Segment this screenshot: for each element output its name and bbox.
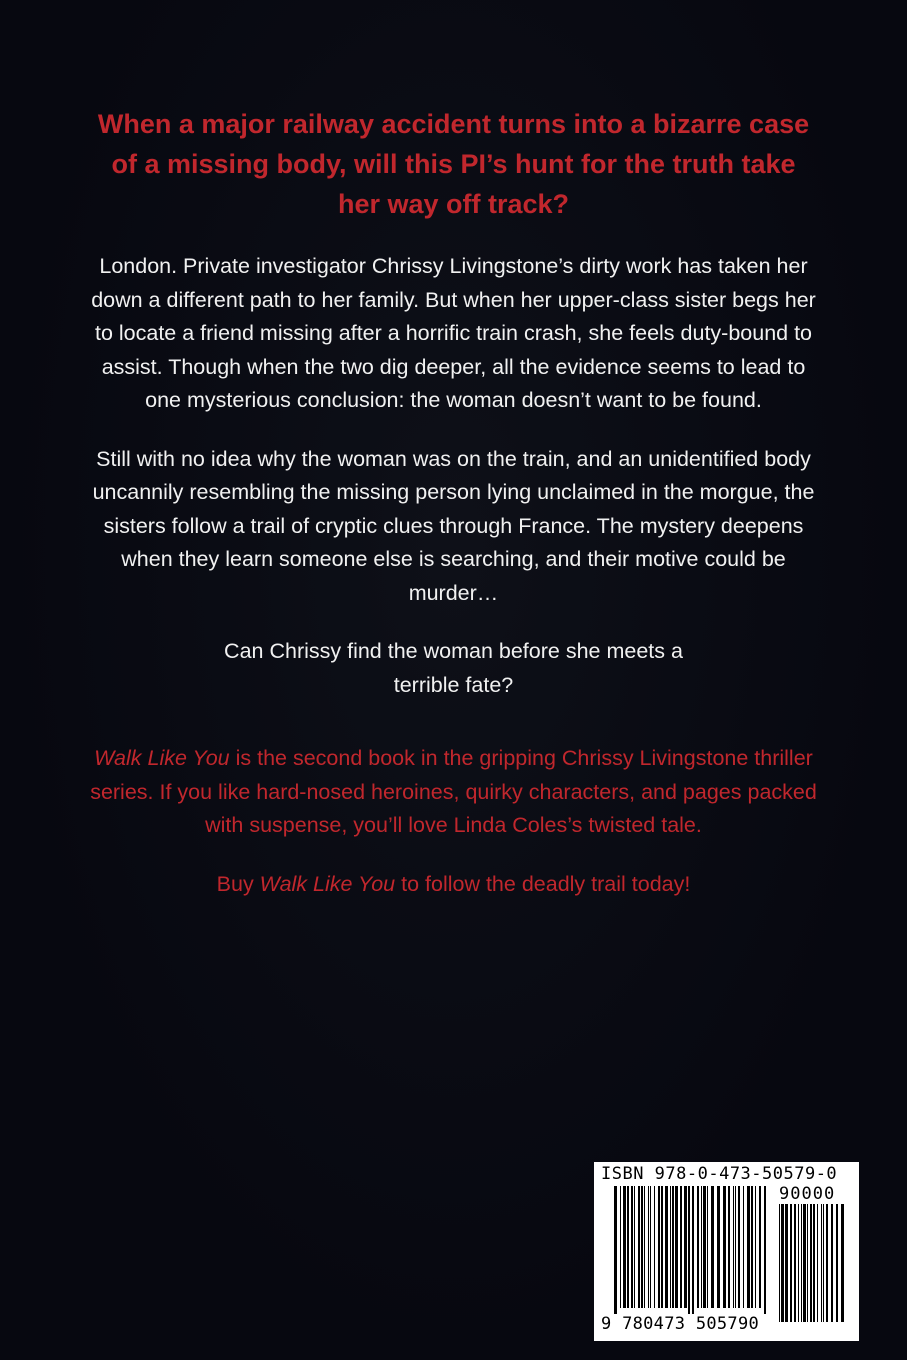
- barcode-bar: [717, 1186, 720, 1308]
- barcode-bar: [738, 1186, 740, 1308]
- barcode-bar: [794, 1204, 796, 1322]
- barcode-bar: [798, 1204, 799, 1322]
- barcode-bar: [631, 1186, 633, 1308]
- barcode-bar: [661, 1186, 663, 1308]
- barcode-bar: [785, 1204, 788, 1322]
- paragraph-2: Still with no idea why the woman was on the train, and an unidentified body uncannily resembling the missing person lying unclaimed in the morgue, the sisters follow a trail of cryptic clues through France. The mystery deepens when they learn someone else is searching, and their motive could be murder…: [92, 446, 815, 605]
- barcode-bar: [670, 1186, 671, 1308]
- isbn-barcode: [594, 1162, 859, 1341]
- barcode-bar: [638, 1186, 640, 1308]
- barcode-bar: [688, 1186, 690, 1314]
- barcode-bar: [658, 1186, 660, 1308]
- barcode-bar: [692, 1186, 694, 1314]
- barcode-bar: [711, 1186, 714, 1308]
- barcode-digits: 9 780473 505790: [601, 1314, 760, 1334]
- barcode-bar: [680, 1186, 682, 1308]
- barcode-bar: [826, 1204, 828, 1322]
- cta-prefix: Buy: [216, 871, 260, 896]
- ean-bars: [614, 1186, 766, 1314]
- barcode-bar: [634, 1186, 635, 1308]
- barcode-bar: [623, 1186, 626, 1308]
- barcode-bar: [755, 1186, 756, 1308]
- barcode-bar: [697, 1186, 699, 1308]
- paragraph-3: Can Chrissy find the woman before she meets a terrible fate?: [224, 639, 683, 697]
- barcode-bar: [684, 1186, 687, 1308]
- barcode-bar: [841, 1204, 844, 1322]
- barcode-bar: [627, 1186, 629, 1308]
- barcode-bar: [675, 1186, 678, 1308]
- barcode-bar: [764, 1186, 766, 1314]
- barcode-bar: [620, 1186, 621, 1308]
- cta-book-title: Walk Like You: [259, 871, 396, 896]
- barcode-bar: [810, 1204, 812, 1322]
- barcode-bar: [823, 1204, 824, 1322]
- barcode-bar: [817, 1204, 818, 1322]
- barcode-bar: [707, 1186, 708, 1308]
- barcode-bar: [703, 1186, 706, 1308]
- barcode-bar: [723, 1186, 726, 1308]
- cta-suffix: to follow the deadly trail today!: [395, 871, 691, 896]
- barcode-bar: [641, 1186, 643, 1308]
- promo-book-title: Walk Like You: [94, 746, 230, 770]
- barcode-bar: [735, 1186, 736, 1308]
- promo-text: is the second book in the gripping Chrissy Livingstone thriller series. If you like hard-nosed heroines, quirky characters, and pages packed with suspense, you’ll love Linda Coles’s twisted tale.: [90, 746, 817, 837]
- barcode-bar: [644, 1186, 645, 1308]
- barcode-bar: [813, 1204, 815, 1322]
- barcode-bar: [648, 1186, 649, 1308]
- barcode-bar: [728, 1186, 730, 1308]
- barcode-bar: [665, 1186, 668, 1308]
- barcode-bar: [672, 1186, 674, 1308]
- blurb: [90, 104, 817, 926]
- barcode-bar: [807, 1204, 808, 1322]
- addon-bars: [779, 1204, 844, 1322]
- paragraph-1: London. Private investigator Chrissy Livingstone’s dirty work has taken her down a different path to her family. But when her upper-class sister begs her to locate a friend missing after a horrific train crash, she feels duty-bound to assist. Though when the two dig deeper, all the evidence seems to lead to one mysterious conclusion: the woman doesn’t want to be found.: [91, 254, 816, 412]
- barcode-bar: [747, 1186, 750, 1308]
- barcode-bar: [821, 1204, 822, 1322]
- call-to-action: [90, 868, 817, 902]
- barcode-bar: [759, 1186, 761, 1308]
- barcode-bar: [650, 1186, 651, 1308]
- barcode-bar: [701, 1186, 702, 1308]
- promo-paragraph: [90, 742, 817, 843]
- barcode-bar: [654, 1186, 655, 1308]
- barcode-bar: [743, 1186, 744, 1308]
- barcode-bar: [836, 1204, 838, 1322]
- barcode-bar: [779, 1204, 780, 1322]
- barcode-bar: [751, 1186, 753, 1308]
- barcode-bar: [781, 1204, 784, 1322]
- barcode-bar: [614, 1186, 617, 1314]
- barcode-bar: [801, 1204, 802, 1322]
- barcode-bar: [831, 1204, 833, 1322]
- barcode-bar: [803, 1204, 806, 1322]
- price-code: 90000: [779, 1184, 836, 1204]
- isbn-label: ISBN 978-0-473-50579-0: [601, 1164, 838, 1184]
- tagline: When a major railway accident turns into a bizarre case of a missing body, will this PI’s hunt for the truth take her way off track?: [97, 109, 810, 219]
- barcode-bar: [790, 1204, 792, 1322]
- barcode-bar: [733, 1186, 734, 1308]
